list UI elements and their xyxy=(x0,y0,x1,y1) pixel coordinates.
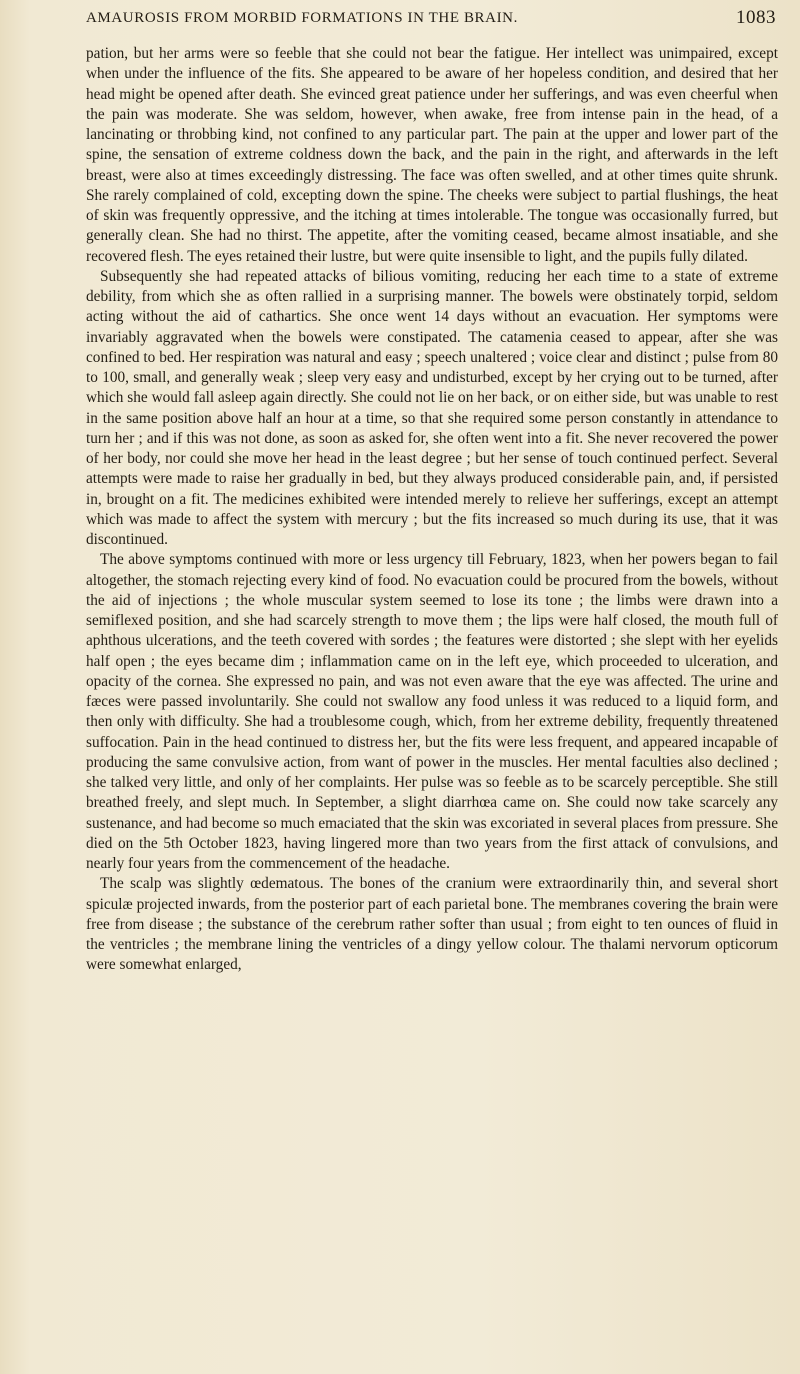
paragraph: Subsequently she had repeated attacks of bilious vomiting, reducing her each time to a state of extreme debility, from which she as often rallied in a surprising manner. The bowels were obstinately torpid, seldom acting without the aid of cathartics. She once went 14 days without an evacuation. Her symptoms were invariably aggravated when the bowels were constipated. The catamenia ceased to appear, after she was confined to bed. Her respiration was natural and easy ; speech unaltered ; voice clear and distinct ; pulse from 80 to 100, small, and generally weak ; sleep very easy and undisturbed, except by her crying out to be turned, after which she would fall asleep again directly. She could not lie on her back, or on either side, but was unable to rest in the same position above half an hour at a time, so that she required some person constantly in attendance to turn her ; and if this was not done, as soon as asked for, she often went into a fit. She never recovered the power of her body, nor could she move her head in the least degree ; but her sense of touch continued perfect. Several attempts were made to raise her gradually in bed, but they always produced considerable pain, and, if persisted in, brought on a fit. The medicines exhibited were intended merely to relieve her sufferings, except an attempt which was made to affect the system with mercury ; but the fits increased so much during its use, that it was discontinued. xyxy=(86,267,778,548)
page-number: 1083 xyxy=(736,7,776,28)
body-text xyxy=(86,44,778,976)
paragraph: The above symptoms continued with more or less urgency till February, 1823, when her powers began to fail altogether, the stomach rejecting every kind of food. No evacuation could be procured from the bowels, without the aid of injections ; the whole muscular system seemed to lose its tone ; the limbs were drawn into a semiflexed position, and she had scarcely strength to move them ; the lips were half closed, the mouth full of aphthous ulcerations, and the teeth covered with sordes ; the features were distorted ; she slept with her eyelids half open ; the eyes became dim ; inflammation came on in the left eye, which proceeded to ulceration, and opacity of the cornea. She expressed no pain, and was not even aware that the eye was affected. The urine and fæces were passed involuntarily. She could not swallow any food unless it was reduced to a liquid form, and then only with difficulty. She had a troublesome cough, which, from her extreme debility, frequently threatened suffocation. Pain in the head continued to distress her, but the fits were less frequent, and appeared incapable of producing the same convulsive action, from want of power in the muscles. Her mental faculties also declined ; she talked very little, and only of her complaints. Her pulse was so feeble as to be scarcely perceptible. She still breathed freely, and slept much. In September, a slight diarrhœa came on. She could now take scarcely any sustenance, and had become so much emaciated that the skin was excoriated in several places from pressure. She died on the 5th October 1823, having lingered more than two years from the first attack of convulsions, and nearly four years from the commencement of the headache. xyxy=(86,551,778,872)
paragraph: The scalp was slightly œdematous. The bones of the cranium were extraordinarily thin, and several short spiculæ projected inwards, from the posterior part of each parietal bone. The membranes covering the brain were free from disease ; the substance of the cerebrum rather softer than usual ; from eight to ten ounces of fluid in the ventricles ; the membrane lining the ventricles of a dingy yellow colour. The thalami nervorum opticorum were somewhat enlarged, xyxy=(86,875,778,974)
page-header xyxy=(86,7,776,36)
running-title: AMAUROSIS FROM MORBID FORMATIONS IN THE BRAIN. xyxy=(86,10,518,26)
paragraph-continuation: pation, but her arms were so feeble that she could not bear the fatigue. Her intellect was unimpaired, except when under the influence of the fits. She appeared to be aware of her hopeless condition, and desired that her head might be opened after death. She evinced great patience under her sufferings, and was even cheerful when the pain was moderate. She was seldom, however, when awake, free from intense pain in the head, of a lancinating or throbbing kind, not confined to any particular part. The pain at the upper and lower part of the spine, the sensation of extreme coldness down the back, and the pain in the right, and afterwards in the left breast, were also at times exceedingly distressing. The face was often swelled, and at other times quite shrunk. She rarely complained of cold, excepting down the spine. The cheeks were subject to partial flushings, the heat of skin was frequently oppressive, and the itching at times intolerable. The tongue was occasionally furred, but generally clean. She had no thirst. The appetite, after the vomiting ceased, became almost insatiable, and she recovered flesh. The eyes retained their lustre, but were quite insensible to light, and the pupils fully dilated. xyxy=(86,45,778,265)
